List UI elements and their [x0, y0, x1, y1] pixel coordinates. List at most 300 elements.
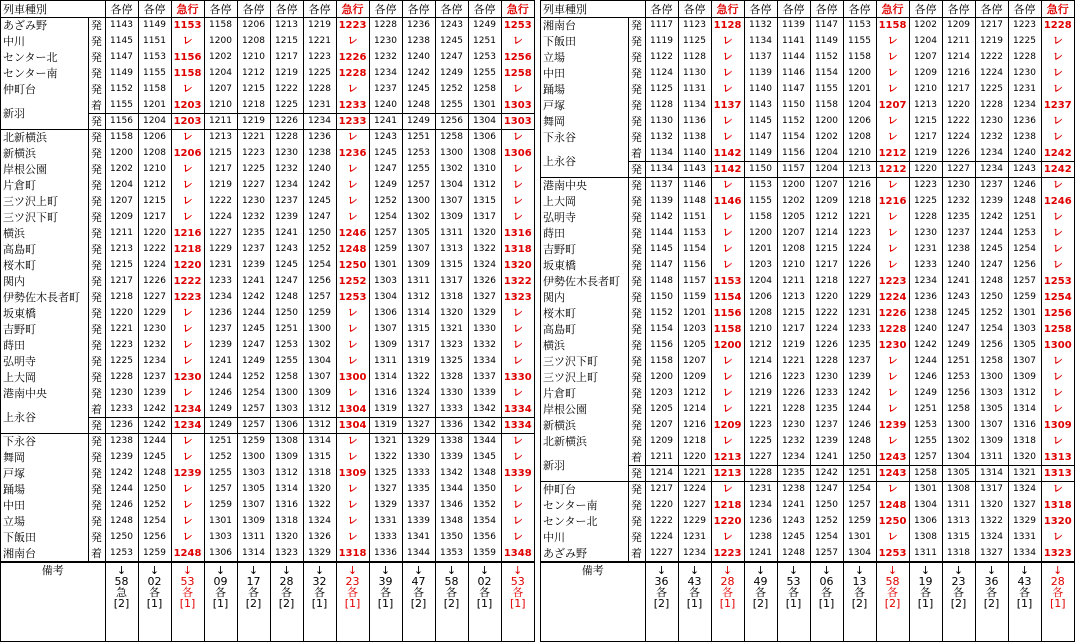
- timetable-row: [1, 18, 534, 34]
- time-cell: 1234: [909, 274, 942, 290]
- train-type-header: 各停: [975, 1, 1008, 18]
- time-cell: 1152: [810, 50, 843, 66]
- time-cell: 1210: [777, 258, 810, 274]
- timetable-row: [541, 114, 1074, 130]
- time-cell: 1218: [105, 290, 138, 306]
- station-name: 三ツ沢下町: [1, 210, 88, 226]
- time-cell: 1339: [503, 468, 532, 479]
- arrive-depart-marker: 発: [628, 386, 645, 402]
- time-cell: 1309: [975, 434, 1008, 450]
- time-cell: レ: [711, 210, 744, 226]
- time-cell: 1317: [435, 274, 468, 290]
- time-cell: 1217: [810, 258, 843, 274]
- time-cell: 1128: [678, 50, 711, 66]
- remark-text: 19: [918, 574, 933, 588]
- time-cell: 1142: [711, 162, 744, 178]
- time-cell: 1243: [876, 466, 909, 482]
- time-cell: 1248: [402, 98, 435, 114]
- time-cell: 1312: [303, 418, 336, 434]
- time-cell: 1152: [645, 306, 678, 322]
- time-cell: 1242: [402, 66, 435, 82]
- remark-text: 28: [720, 574, 735, 588]
- time-cell: 1259: [237, 434, 270, 450]
- timetable-row: [1, 210, 534, 226]
- time-cell: 1205: [678, 338, 711, 354]
- time-cell: レ: [876, 130, 909, 146]
- remark-text: 58: [114, 574, 129, 588]
- time-cell: 1301: [909, 482, 942, 498]
- remark-cell: [204, 562, 237, 642]
- time-cell: 1119: [645, 34, 678, 50]
- time-cell: 1224: [843, 242, 876, 258]
- time-cell: 1228: [303, 82, 336, 98]
- time-cell: レ: [512, 324, 523, 335]
- station-name: 中田: [1, 498, 88, 514]
- time-cell: 1304: [369, 290, 402, 306]
- time-cell: 1230: [105, 386, 138, 402]
- time-cell: 1231: [909, 242, 942, 258]
- timetable-row: [541, 386, 1074, 402]
- time-cell: 1237: [270, 194, 303, 210]
- remark-text: [1]: [377, 596, 394, 610]
- time-cell: 1307: [402, 242, 435, 258]
- time-cell: 1233: [105, 402, 138, 418]
- time-cell: 1315: [303, 450, 336, 466]
- time-cell: 1209: [711, 418, 744, 434]
- time-cell: 1303: [237, 466, 270, 482]
- time-cell: 1320: [270, 530, 303, 546]
- time-cell: 1227: [237, 178, 270, 194]
- time-cell: 1319: [369, 402, 402, 418]
- time-cell: 1250: [810, 498, 843, 514]
- time-cell: 1157: [678, 274, 711, 290]
- arrow-icon: ↓: [347, 563, 358, 577]
- timetable-row: [1, 434, 534, 450]
- train-type-header: 各停: [468, 1, 501, 18]
- time-cell: 1242: [138, 418, 171, 434]
- time-cell: 1244: [237, 306, 270, 322]
- remark-cell: [402, 562, 435, 642]
- time-cell: 1209: [678, 370, 711, 386]
- time-cell: 1247: [810, 482, 843, 498]
- time-cell: レ: [876, 258, 909, 274]
- time-cell: 1253: [1043, 276, 1072, 287]
- time-cell: 1213: [843, 162, 876, 178]
- time-cell: 1316: [503, 228, 532, 239]
- time-cell: 1242: [1041, 146, 1074, 162]
- time-cell: 1356: [468, 530, 501, 546]
- time-cell: 1249: [204, 418, 237, 434]
- remark-text: 各: [281, 585, 292, 599]
- time-cell: 1327: [402, 418, 435, 434]
- time-cell: 1348: [501, 546, 534, 562]
- time-cell: 1228: [369, 18, 402, 34]
- station-name: 舞岡: [541, 114, 628, 130]
- time-cell: 1248: [843, 434, 876, 450]
- time-cell: 1232: [369, 50, 402, 66]
- time-cell: 1209: [645, 434, 678, 450]
- time-cell: 1205: [777, 210, 810, 226]
- time-cell: 1302: [303, 338, 336, 354]
- time-cell: 1215: [237, 82, 270, 98]
- time-cell: 1257: [402, 178, 435, 194]
- station-name: 蒔田: [1, 338, 88, 354]
- time-cell: 1158: [810, 98, 843, 114]
- timetable-row: [1, 386, 534, 402]
- time-cell: 1200: [105, 146, 138, 162]
- time-cell: 1211: [645, 450, 678, 466]
- time-cell: 1255: [402, 162, 435, 178]
- time-cell: 1243: [435, 18, 468, 34]
- time-cell: 1252: [237, 370, 270, 386]
- time-cell: レ: [336, 530, 369, 546]
- time-cell: レ: [171, 338, 204, 354]
- time-cell: 1245: [402, 82, 435, 98]
- time-cell: 1233: [204, 274, 237, 290]
- time-cell: レ: [711, 226, 744, 242]
- time-cell: 1329: [402, 434, 435, 450]
- station-name: 上永谷: [1, 402, 88, 434]
- remark-text: [1]: [179, 596, 196, 610]
- time-cell: 1226: [336, 50, 369, 66]
- time-cell: 1354: [468, 514, 501, 530]
- time-cell: 1224: [645, 530, 678, 546]
- time-cell: 1222: [138, 242, 171, 258]
- remark-text: [2]: [443, 596, 460, 610]
- time-cell: 1314: [1008, 402, 1041, 418]
- time-cell: 1130: [645, 114, 678, 130]
- time-cell: 1237: [843, 354, 876, 370]
- station-name: 弘明寺: [1, 354, 88, 370]
- time-cell: レ: [711, 402, 744, 418]
- time-cell: 1243: [942, 290, 975, 306]
- time-cell: 1210: [744, 322, 777, 338]
- time-cell: 1207: [105, 194, 138, 210]
- time-cell: 1256: [942, 386, 975, 402]
- time-cell: 1254: [237, 386, 270, 402]
- time-cell: 1236: [204, 306, 237, 322]
- time-cell: 1249: [402, 114, 435, 130]
- time-cell: 1314: [402, 306, 435, 322]
- time-cell: 1223: [1008, 18, 1041, 34]
- time-cell: 1154: [678, 242, 711, 258]
- time-cell: 1311: [369, 354, 402, 370]
- time-cell: 1326: [303, 530, 336, 546]
- time-cell: 1316: [270, 498, 303, 514]
- arrive-depart-marker: 発: [628, 194, 645, 210]
- remark-text: 28: [279, 574, 294, 588]
- time-cell: 1200: [744, 226, 777, 242]
- station-name: 中田: [541, 66, 628, 82]
- arrive-depart-marker: 発: [628, 50, 645, 66]
- timetable-row: [1, 450, 534, 466]
- time-cell: レ: [1052, 180, 1063, 192]
- arrow-icon: ↓: [149, 563, 160, 577]
- timetable-row: [541, 306, 1074, 322]
- time-cell: 1309: [237, 514, 270, 530]
- arrive-depart-marker: 発: [628, 338, 645, 354]
- remarks-row: [1, 562, 534, 642]
- station-name: 下飯田: [1, 530, 88, 546]
- time-cell: 1141: [777, 34, 810, 50]
- remark-text: 各: [953, 585, 964, 599]
- arrive-depart-marker: 発: [88, 146, 105, 162]
- time-cell: 1210: [843, 146, 876, 162]
- time-cell: 1242: [138, 402, 171, 418]
- time-cell: レ: [1052, 68, 1063, 79]
- remark-text: 各: [248, 585, 259, 599]
- arrive-depart-marker: 発: [88, 66, 105, 82]
- train-type-header: 急行: [501, 1, 534, 18]
- time-cell: 1301: [843, 530, 876, 546]
- time-cell: 1140: [678, 146, 711, 162]
- time-cell: 1216: [171, 226, 204, 242]
- time-cell: 1241: [744, 546, 777, 562]
- time-cell: 1220: [105, 306, 138, 322]
- arrive-depart-marker: 発: [88, 34, 105, 50]
- remark-cell: [468, 562, 501, 642]
- arrive-depart-marker: 発: [628, 34, 645, 50]
- time-cell: 1223: [711, 546, 744, 562]
- time-cell: 1249: [204, 402, 237, 418]
- time-cell: 1219: [204, 178, 237, 194]
- time-cell: 1250: [270, 306, 303, 322]
- time-cell: レ: [1052, 244, 1063, 255]
- time-cell: レ: [512, 436, 523, 448]
- arrive-depart-marker: 発: [88, 482, 105, 498]
- time-cell: 1247: [435, 50, 468, 66]
- time-cell: レ: [876, 482, 909, 498]
- arrive-depart-marker: 着: [628, 450, 645, 466]
- time-cell: レ: [711, 370, 744, 386]
- time-cell: 1258: [975, 354, 1008, 370]
- time-cell: 1139: [777, 18, 810, 34]
- time-cell: 1224: [138, 258, 171, 274]
- remark-text: 06: [819, 574, 834, 588]
- time-cell: 1156: [711, 306, 744, 322]
- timetable-row: [541, 450, 1074, 466]
- remark-text: [1]: [509, 596, 526, 610]
- time-cell: 1231: [1008, 82, 1041, 98]
- train-type-header: 各停: [303, 1, 336, 18]
- time-cell: 1208: [237, 34, 270, 50]
- time-cell: 1211: [105, 226, 138, 242]
- time-cell: 1300: [975, 370, 1008, 386]
- time-cell: 1249: [237, 354, 270, 370]
- timetable-row: [541, 290, 1074, 306]
- timetable-row: [541, 50, 1074, 66]
- remark-text: 各: [722, 585, 733, 599]
- timetable-row: [1, 146, 534, 162]
- time-cell: 1318: [503, 244, 532, 255]
- time-cell: 1242: [1041, 162, 1074, 178]
- time-cell: 1313: [942, 514, 975, 530]
- remark-text: [1]: [344, 596, 361, 610]
- time-cell: 1311: [237, 530, 270, 546]
- time-cell: 1239: [105, 450, 138, 466]
- time-cell: 1245: [975, 242, 1008, 258]
- time-cell: レ: [336, 514, 369, 530]
- time-cell: 1325: [369, 466, 402, 482]
- arrive-depart-marker: 発: [628, 114, 645, 130]
- time-cell: 1259: [1008, 290, 1041, 306]
- station-name: 仲町台: [1, 82, 88, 98]
- time-cell: 1227: [138, 290, 171, 306]
- time-cell: 1305: [942, 466, 975, 482]
- time-cell: 1140: [744, 82, 777, 98]
- arrive-depart-marker: 発: [88, 162, 105, 178]
- time-cell: 1210: [204, 98, 237, 114]
- time-cell: レ: [876, 114, 909, 130]
- time-cell: 1312: [303, 402, 336, 418]
- station-name: 弘明寺: [541, 210, 628, 226]
- time-cell: 1304: [435, 178, 468, 194]
- arrive-depart-marker: 発: [628, 466, 645, 482]
- timetable-row: [541, 482, 1074, 498]
- station-name: 坂東橋: [541, 258, 628, 274]
- station-name: 高島町: [541, 322, 628, 338]
- time-cell: 1315: [468, 194, 501, 210]
- remark-cell: [744, 562, 777, 642]
- time-cell: 1219: [975, 34, 1008, 50]
- time-cell: 1300: [1043, 340, 1072, 351]
- remark-text: [1]: [785, 596, 802, 610]
- arrow-icon: ↓: [1019, 563, 1030, 577]
- time-cell: 1152: [105, 82, 138, 98]
- train-type-header: 各停: [744, 1, 777, 18]
- time-cell: 1242: [237, 290, 270, 306]
- time-cell: 1152: [777, 114, 810, 130]
- time-cell: 1342: [435, 466, 468, 482]
- arrive-depart-marker: 発: [88, 338, 105, 354]
- timetable-row: [1, 322, 534, 338]
- time-cell: 1214: [744, 354, 777, 370]
- time-cell: 1252: [975, 306, 1008, 322]
- time-cell: 1315: [942, 530, 975, 546]
- time-cell: レ: [171, 450, 204, 466]
- time-cell: 1137: [645, 178, 678, 194]
- remark-text: 各: [380, 585, 391, 599]
- time-cell: 1147: [744, 130, 777, 146]
- station-name: 北新横浜: [541, 434, 628, 450]
- time-cell: 1253: [909, 418, 942, 434]
- time-cell: 1238: [909, 306, 942, 322]
- station-name: 戸塚: [541, 98, 628, 114]
- time-cell: 1223: [303, 50, 336, 66]
- time-cell: レ: [171, 178, 204, 194]
- time-cell: レ: [512, 356, 523, 367]
- time-cell: 1147: [645, 258, 678, 274]
- time-cell: レ: [171, 82, 204, 98]
- time-cell: 1339: [468, 386, 501, 402]
- time-cell: 1150: [645, 290, 678, 306]
- time-cell: 1225: [237, 162, 270, 178]
- time-cell: 1302: [435, 162, 468, 178]
- time-cell: レ: [711, 530, 744, 546]
- time-cell: 1212: [744, 338, 777, 354]
- time-cell: 1224: [942, 130, 975, 146]
- time-cell: レ: [512, 196, 523, 207]
- time-cell: 1236: [303, 130, 336, 146]
- time-cell: 1221: [678, 466, 711, 482]
- time-cell: 1221: [237, 130, 270, 146]
- time-cell: 1226: [843, 258, 876, 274]
- time-cell: レ: [512, 484, 523, 495]
- left-timetable-panel: [0, 0, 535, 642]
- remark-text: 各: [479, 585, 490, 599]
- time-cell: レ: [1052, 372, 1063, 383]
- arrow-icon: ↓: [887, 563, 898, 577]
- train-type-header: 急行: [336, 1, 369, 18]
- time-cell: 1207: [645, 418, 678, 434]
- time-cell: 1251: [402, 130, 435, 146]
- timetable-row: [541, 194, 1074, 210]
- time-cell: レ: [336, 434, 369, 450]
- time-cell: 1307: [975, 418, 1008, 434]
- time-cell: 1232: [237, 210, 270, 226]
- time-cell: 1216: [843, 178, 876, 194]
- remark-text: 各: [512, 585, 524, 599]
- arrive-depart-marker: 発: [628, 98, 645, 114]
- time-cell: 1250: [105, 530, 138, 546]
- time-cell: 1242: [843, 386, 876, 402]
- time-cell: 1249: [942, 338, 975, 354]
- time-cell: 1305: [237, 482, 270, 498]
- time-cell: 1254: [843, 482, 876, 498]
- time-cell: 1210: [909, 82, 942, 98]
- time-cell: 1233: [909, 258, 942, 274]
- time-cell: レ: [171, 354, 204, 370]
- arrive-depart-marker: 着: [628, 546, 645, 562]
- time-cell: 1252: [435, 82, 468, 98]
- time-cell: 1139: [645, 194, 678, 210]
- arrive-depart-marker: 発: [628, 210, 645, 226]
- timetable-row: [1, 530, 534, 546]
- time-cell: 1243: [777, 514, 810, 530]
- time-cell: 1314: [369, 370, 402, 386]
- time-cell: 1201: [678, 306, 711, 322]
- time-cell: 1204: [909, 34, 942, 50]
- time-cell: 1228: [1008, 50, 1041, 66]
- time-cell: 1202: [909, 18, 942, 34]
- time-cell: 1204: [105, 178, 138, 194]
- time-cell: 1215: [270, 34, 303, 50]
- remark-text: 急: [116, 585, 127, 599]
- time-cell: 1314: [303, 434, 336, 450]
- time-cell: 1235: [942, 210, 975, 226]
- time-cell: 1238: [942, 242, 975, 258]
- time-cell: 1250: [138, 482, 171, 498]
- time-cell: 1303: [1008, 322, 1041, 338]
- arrive-depart-marker: 発: [88, 114, 105, 130]
- timetable-row: [541, 178, 1074, 194]
- station-name: 新横浜: [1, 146, 88, 162]
- time-cell: 1314: [975, 466, 1008, 482]
- time-cell: 1258: [942, 402, 975, 418]
- time-cell: 1334: [501, 418, 534, 434]
- header-row: [541, 1, 1074, 18]
- time-cell: 1242: [909, 338, 942, 354]
- arrow-icon: ↓: [380, 563, 391, 577]
- station-name: 立場: [541, 50, 628, 66]
- time-cell: 1249: [435, 66, 468, 82]
- timetable-row: [541, 354, 1074, 370]
- time-cell: 1350: [468, 482, 501, 498]
- time-cell: 1331: [369, 514, 402, 530]
- time-cell: レ: [336, 482, 369, 498]
- time-cell: 1204: [744, 274, 777, 290]
- station-name: センター北: [541, 514, 628, 530]
